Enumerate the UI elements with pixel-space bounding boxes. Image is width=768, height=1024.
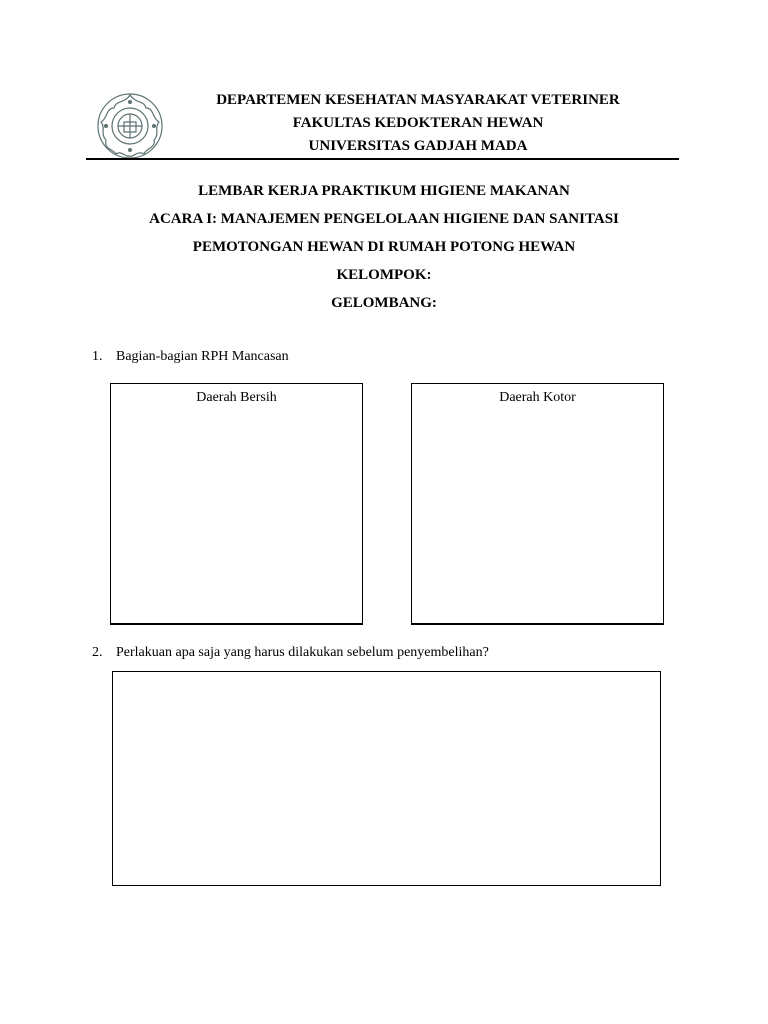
answer-box-pre-slaughter[interactable] xyxy=(112,671,661,886)
header-divider xyxy=(86,158,679,160)
question-number: 1. xyxy=(92,349,103,364)
question-2 xyxy=(92,645,489,661)
department-name: DEPARTEMEN KESEHATAN MASYARAKAT VETERINER xyxy=(216,92,620,108)
answer-box-clean-area[interactable] xyxy=(110,383,363,625)
university-name: UNIVERSITAS GADJAH MADA xyxy=(308,138,528,154)
session-title: ACARA I: MANAJEMEN PENGELOLAAN HIGIENE DAN SANITASI xyxy=(149,211,619,227)
box-label: Daerah Kotor xyxy=(499,390,576,405)
answer-box-dirty-area[interactable] xyxy=(411,383,664,625)
question-number: 2. xyxy=(92,645,103,660)
faculty-name: FAKULTAS KEDOKTERAN HEWAN xyxy=(292,115,544,131)
worksheet-title: LEMBAR KERJA PRAKTIKUM HIGIENE MAKANAN xyxy=(198,183,570,199)
question-text: Perlakuan apa saja yang harus dilakukan sebelum penyembelihan? xyxy=(116,645,489,660)
box-label: Daerah Bersih xyxy=(196,390,277,405)
group-label: KELOMPOK: xyxy=(336,267,432,283)
session-subtitle: PEMOTONGAN HEWAN DI RUMAH POTONG HEWAN xyxy=(192,239,576,255)
question-1 xyxy=(92,349,289,365)
question-text: Bagian-bagian RPH Mancasan xyxy=(116,349,289,364)
wave-label: GELOMBANG: xyxy=(331,295,437,311)
